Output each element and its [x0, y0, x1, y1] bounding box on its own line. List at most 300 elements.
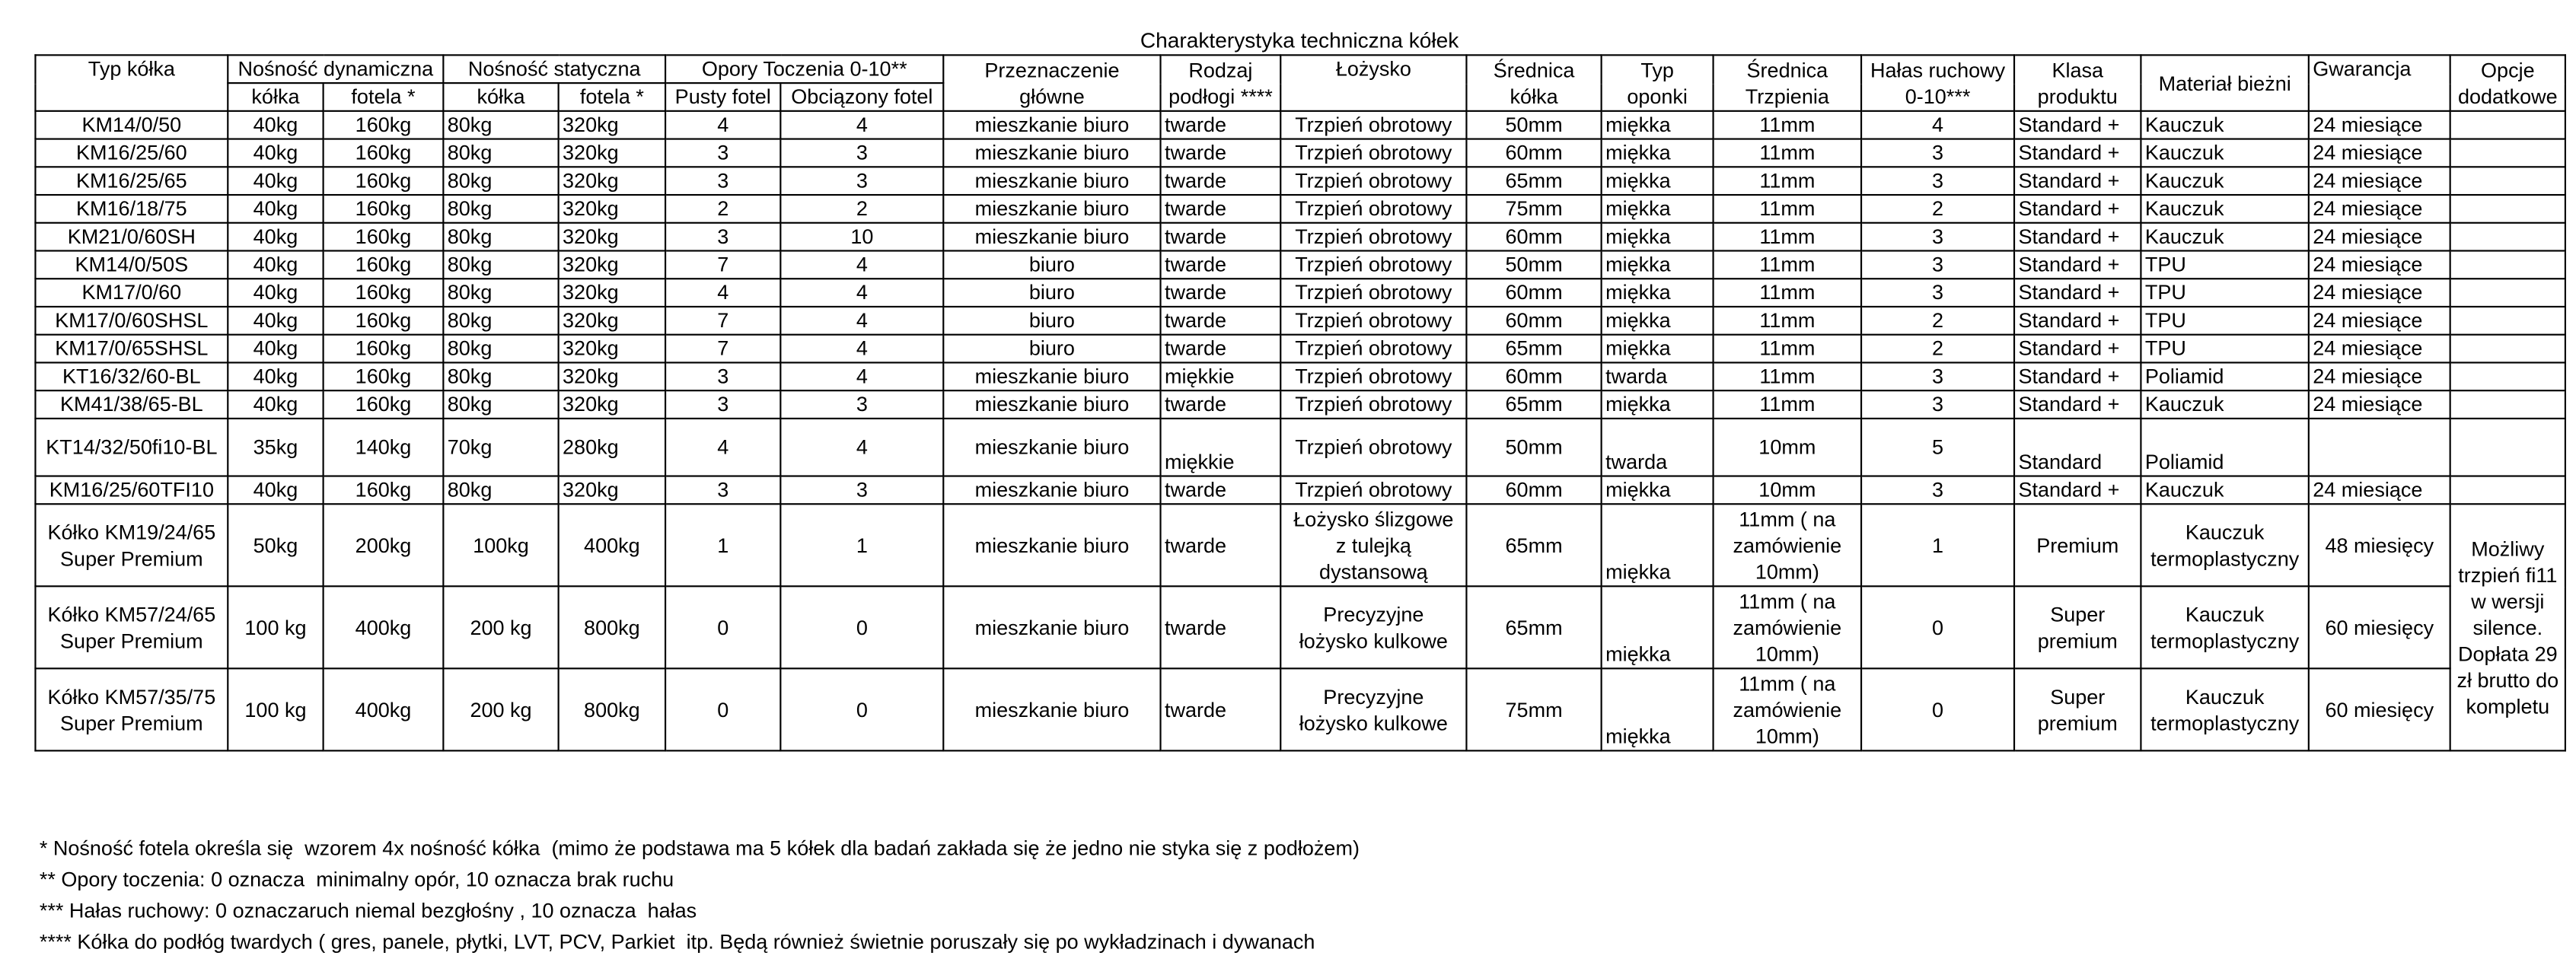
cell-pusty: 3	[665, 139, 780, 167]
header-przeznaczenie: Przeznaczenie główne	[943, 55, 1160, 110]
footnote: ** Opory toczenia: 0 oznacza minimalny opór, 10 oznacza brak ruchu	[39, 868, 674, 892]
cell-dyn-kolka: 40kg	[228, 390, 323, 419]
table-row	[35, 362, 2565, 390]
cell-klasa: Standard +	[2014, 111, 2141, 139]
cell-type: KM14/0/50S	[35, 251, 228, 279]
header-stat-fotela: fotela *	[559, 83, 665, 111]
cell-dyn-kolka: 40kg	[228, 167, 323, 195]
cell-srednica-trzpienia: 11mm	[1714, 307, 1861, 335]
cell-halas: 2	[1861, 307, 2014, 335]
cell-opcje	[2450, 223, 2565, 251]
cell-srednica-trzpienia: 11mm	[1714, 362, 1861, 390]
cell-rodzaj: twarde	[1161, 251, 1281, 279]
cell-type: KT16/32/60-BL	[35, 362, 228, 390]
cell-klasa: Standard +	[2014, 335, 2141, 363]
cell-rodzaj: twarde	[1161, 668, 1281, 750]
table-title: Charakterystyka techniczna kółek	[1140, 27, 1459, 53]
cell-stat-kolka: 200 kg	[443, 586, 558, 668]
cell-opcje	[2450, 390, 2565, 419]
cell-type: KT14/32/50fi10-BL	[35, 419, 228, 476]
cell-przeznaczenie: biuro	[943, 279, 1160, 307]
cell-pusty: 7	[665, 251, 780, 279]
table-row	[35, 390, 2565, 419]
cell-stat-kolka: 80kg	[443, 390, 558, 419]
cell-pusty: 3	[665, 390, 780, 419]
cell-klasa: Standard +	[2014, 139, 2141, 167]
cell-halas: 3	[1861, 167, 2014, 195]
header-srednica-trzpienia: Średnica Trzpienia	[1714, 55, 1861, 110]
cell-dyn-fotela: 160kg	[324, 195, 444, 223]
header-material: Materiał bieżni	[2141, 55, 2308, 110]
cell-rodzaj: twarde	[1161, 476, 1281, 505]
cell-material: Poliamid	[2141, 419, 2308, 476]
header-type: Typ kółka	[35, 55, 228, 110]
cell-srednica-trzpienia: 11mm ( na zamówienie 10mm)	[1714, 504, 1861, 586]
cell-srednica-trzpienia: 11mm	[1714, 279, 1861, 307]
cell-dyn-kolka: 100 kg	[228, 586, 323, 668]
cell-type: Kółko KM57/35/75 Super Premium	[35, 668, 228, 750]
cell-opcje	[2450, 335, 2565, 363]
cell-halas: 3	[1861, 476, 2014, 505]
footnotes	[40, 833, 1360, 958]
cell-srednica-kolka: 65mm	[1466, 167, 1601, 195]
table-row	[35, 476, 2565, 505]
cell-stat-kolka: 80kg	[443, 279, 558, 307]
cell-przeznaczenie: mieszkanie biuro	[943, 139, 1160, 167]
cell-material: Kauczuk	[2141, 139, 2308, 167]
cell-gwarancja: 24 miesiące	[2309, 223, 2450, 251]
cell-przeznaczenie: biuro	[943, 307, 1160, 335]
cell-stat-fotela: 320kg	[559, 307, 665, 335]
cell-stat-fotela: 400kg	[559, 504, 665, 586]
cell-type: Kółko KM19/24/65 Super Premium	[35, 504, 228, 586]
cell-stat-kolka: 80kg	[443, 362, 558, 390]
cell-srednica-kolka: 60mm	[1466, 223, 1601, 251]
cell-obciazony: 0	[780, 668, 943, 750]
cell-opcje	[2450, 195, 2565, 223]
cell-halas: 0	[1861, 668, 2014, 750]
cell-klasa: Standard +	[2014, 195, 2141, 223]
cell-gwarancja: 24 miesiące	[2309, 279, 2450, 307]
cell-srednica-kolka: 65mm	[1466, 335, 1601, 363]
cell-stat-fotela: 320kg	[559, 111, 665, 139]
cell-material: Kauczuk termoplastyczny	[2141, 504, 2308, 586]
cell-typ-oponki: miękka	[1602, 279, 1714, 307]
cell-obciazony: 4	[780, 419, 943, 476]
cell-typ-oponki: miękka	[1602, 195, 1714, 223]
cell-srednica-trzpienia: 10mm	[1714, 476, 1861, 505]
cell-typ-oponki: miękka	[1602, 476, 1714, 505]
cell-type: KM21/0/60SH	[35, 223, 228, 251]
cell-typ-oponki: miękka	[1602, 307, 1714, 335]
cell-rodzaj: twarde	[1161, 390, 1281, 419]
cell-srednica-trzpienia: 11mm	[1714, 139, 1861, 167]
cell-srednica-kolka: 65mm	[1466, 586, 1601, 668]
cell-dyn-kolka: 40kg	[228, 335, 323, 363]
cell-srednica-trzpienia: 11mm ( na zamówienie 10mm)	[1714, 668, 1861, 750]
cell-srednica-trzpienia: 11mm	[1714, 335, 1861, 363]
table-row	[35, 279, 2565, 307]
cell-stat-kolka: 80kg	[443, 167, 558, 195]
cell-halas: 3	[1861, 390, 2014, 419]
footnote: * Nośność fotela określa się wzorem 4x nośność kółka (mimo że podstawa ma 5 kółek dla badań zakłada się że jedno nie styka się z podłożem)	[39, 836, 1360, 861]
cell-dyn-kolka: 40kg	[228, 307, 323, 335]
cell-przeznaczenie: mieszkanie biuro	[943, 586, 1160, 668]
cell-obciazony: 4	[780, 251, 943, 279]
cell-dyn-fotela: 160kg	[324, 362, 444, 390]
header-typ-oponki: Typ oponki	[1602, 55, 1714, 110]
cell-obciazony: 4	[780, 279, 943, 307]
cell-halas: 5	[1861, 419, 2014, 476]
cell-lozysko: Trzpień obrotowy	[1280, 111, 1466, 139]
cell-pusty: 4	[665, 419, 780, 476]
cell-stat-kolka: 80kg	[443, 476, 558, 505]
table-row	[35, 419, 2565, 476]
cell-opcje	[2450, 139, 2565, 167]
cell-przeznaczenie: mieszkanie biuro	[943, 167, 1160, 195]
cell-stat-kolka: 80kg	[443, 335, 558, 363]
cell-dyn-kolka: 40kg	[228, 139, 323, 167]
cell-dyn-fotela: 160kg	[324, 167, 444, 195]
cell-srednica-kolka: 50mm	[1466, 251, 1601, 279]
cell-typ-oponki: miękka	[1602, 251, 1714, 279]
cell-type: KM16/25/65	[35, 167, 228, 195]
cell-pusty: 3	[665, 476, 780, 505]
cell-przeznaczenie: mieszkanie biuro	[943, 223, 1160, 251]
cell-material: Kauczuk termoplastyczny	[2141, 668, 2308, 750]
cell-material: TPU	[2141, 307, 2308, 335]
cell-srednica-trzpienia: 11mm	[1714, 195, 1861, 223]
cell-pusty: 2	[665, 195, 780, 223]
cell-srednica-kolka: 65mm	[1466, 504, 1601, 586]
cell-rodzaj: twarde	[1161, 504, 1281, 586]
cell-pusty: 3	[665, 362, 780, 390]
header-srednica-kolka: Średnica kółka	[1466, 55, 1601, 110]
cell-typ-oponki: miękka	[1602, 504, 1714, 586]
cell-dyn-fotela: 160kg	[324, 279, 444, 307]
cell-dyn-fotela: 160kg	[324, 307, 444, 335]
cell-obciazony: 4	[780, 362, 943, 390]
cell-srednica-trzpienia: 11mm	[1714, 111, 1861, 139]
cell-pusty: 0	[665, 668, 780, 750]
table-row	[35, 307, 2565, 335]
cell-typ-oponki: miękka	[1602, 111, 1714, 139]
cell-dyn-kolka: 40kg	[228, 223, 323, 251]
cell-stat-fotela: 800kg	[559, 586, 665, 668]
cell-lozysko: Trzpień obrotowy	[1280, 307, 1466, 335]
cell-przeznaczenie: mieszkanie biuro	[943, 195, 1160, 223]
cell-stat-fotela: 320kg	[559, 279, 665, 307]
cell-dyn-fotela: 160kg	[324, 476, 444, 505]
cell-pusty: 3	[665, 167, 780, 195]
cell-type: Kółko KM57/24/65 Super Premium	[35, 586, 228, 668]
cell-gwarancja: 24 miesiące	[2309, 195, 2450, 223]
cell-type: KM41/38/65-BL	[35, 390, 228, 419]
cell-gwarancja	[2309, 419, 2450, 476]
cell-klasa: Standard +	[2014, 251, 2141, 279]
cell-lozysko: Trzpień obrotowy	[1280, 476, 1466, 505]
cell-dyn-fotela: 200kg	[324, 504, 444, 586]
cell-rodzaj: twarde	[1161, 307, 1281, 335]
cell-srednica-trzpienia: 11mm	[1714, 223, 1861, 251]
cell-klasa: Standard +	[2014, 362, 2141, 390]
cell-typ-oponki: twarda	[1602, 362, 1714, 390]
header-row-1	[35, 55, 2565, 83]
cell-gwarancja: 24 miesiące	[2309, 476, 2450, 505]
cell-rodzaj: miękkie	[1161, 362, 1281, 390]
cell-rodzaj: twarde	[1161, 335, 1281, 363]
table-row	[35, 586, 2565, 668]
cell-gwarancja: 24 miesiące	[2309, 307, 2450, 335]
cell-obciazony: 4	[780, 307, 943, 335]
cell-srednica-kolka: 65mm	[1466, 390, 1601, 419]
cell-opcje	[2450, 419, 2565, 476]
cell-stat-fotela: 320kg	[559, 167, 665, 195]
cell-type: KM16/25/60	[35, 139, 228, 167]
cell-stat-fotela: 320kg	[559, 476, 665, 505]
cell-pusty: 3	[665, 223, 780, 251]
cell-lozysko: Trzpień obrotowy	[1280, 390, 1466, 419]
cell-srednica-kolka: 50mm	[1466, 419, 1601, 476]
cell-obciazony: 0	[780, 586, 943, 668]
cell-material: TPU	[2141, 279, 2308, 307]
cell-stat-fotela: 320kg	[559, 362, 665, 390]
cell-stat-fotela: 320kg	[559, 390, 665, 419]
cell-srednica-trzpienia: 11mm	[1714, 167, 1861, 195]
cell-gwarancja: 24 miesiące	[2309, 251, 2450, 279]
cell-dyn-fotela: 160kg	[324, 223, 444, 251]
cell-typ-oponki: miękka	[1602, 167, 1714, 195]
cell-gwarancja: 24 miesiące	[2309, 111, 2450, 139]
cell-typ-oponki: miękka	[1602, 139, 1714, 167]
cell-srednica-trzpienia: 11mm	[1714, 251, 1861, 279]
header-stat-kolka: kółka	[443, 83, 558, 111]
footnote: **** Kółka do podłóg twardych ( gres, panele, płytki, LVT, PCV, Parkiet itp. Będą również świetnie poruszały się po wykładzinach i dywanach	[39, 930, 1315, 954]
cell-stat-fotela: 320kg	[559, 335, 665, 363]
header-dyn-fotela: fotela *	[324, 83, 444, 111]
cell-dyn-kolka: 40kg	[228, 362, 323, 390]
cell-typ-oponki: miękka	[1602, 586, 1714, 668]
cell-opcje	[2450, 251, 2565, 279]
cell-srednica-trzpienia: 10mm	[1714, 419, 1861, 476]
cell-przeznaczenie: mieszkanie biuro	[943, 476, 1160, 505]
cell-gwarancja: 24 miesiące	[2309, 390, 2450, 419]
cell-obciazony: 4	[780, 335, 943, 363]
cell-klasa: Standard	[2014, 419, 2141, 476]
header-dyn-kolka: kółka	[228, 83, 323, 111]
cell-type: KM17/0/60SHSL	[35, 307, 228, 335]
cell-halas: 3	[1861, 139, 2014, 167]
cell-dyn-kolka: 40kg	[228, 111, 323, 139]
cell-stat-fotela: 320kg	[559, 223, 665, 251]
header-pusty: Pusty fotel	[665, 83, 780, 111]
header-opcje: Opcje dodatkowe	[2450, 55, 2565, 110]
cell-opcje	[2450, 279, 2565, 307]
cell-gwarancja: 60 miesięcy	[2309, 668, 2450, 750]
cell-stat-kolka: 80kg	[443, 111, 558, 139]
cell-material: TPU	[2141, 251, 2308, 279]
header-stat: Nośność statyczna	[443, 55, 665, 83]
cell-gwarancja: 48 miesięcy	[2309, 504, 2450, 586]
table-row	[35, 139, 2565, 167]
cell-klasa: Standard +	[2014, 476, 2141, 505]
cell-klasa: Standard +	[2014, 223, 2141, 251]
cell-lozysko: Precyzyjne łożysko kulkowe	[1280, 668, 1466, 750]
cell-type: KM17/0/60	[35, 279, 228, 307]
cell-gwarancja: 24 miesiące	[2309, 167, 2450, 195]
cell-lozysko: Trzpień obrotowy	[1280, 279, 1466, 307]
cell-srednica-kolka: 75mm	[1466, 668, 1601, 750]
cell-stat-kolka: 100kg	[443, 504, 558, 586]
cell-halas: 2	[1861, 195, 2014, 223]
cell-przeznaczenie: biuro	[943, 251, 1160, 279]
cell-material: Kauczuk	[2141, 111, 2308, 139]
cell-lozysko: Trzpień obrotowy	[1280, 223, 1466, 251]
cell-halas: 3	[1861, 279, 2014, 307]
cell-dyn-kolka: 50kg	[228, 504, 323, 586]
cell-halas: 4	[1861, 111, 2014, 139]
cell-srednica-kolka: 75mm	[1466, 195, 1601, 223]
cell-przeznaczenie: mieszkanie biuro	[943, 111, 1160, 139]
table-row	[35, 504, 2565, 586]
cell-obciazony: 1	[780, 504, 943, 586]
cell-material: Kauczuk termoplastyczny	[2141, 586, 2308, 668]
cell-material: Kauczuk	[2141, 167, 2308, 195]
cell-gwarancja: 24 miesiące	[2309, 139, 2450, 167]
cell-opcje	[2450, 167, 2565, 195]
cell-material: Kauczuk	[2141, 195, 2308, 223]
cell-srednica-trzpienia: 11mm ( na zamówienie 10mm)	[1714, 586, 1861, 668]
cell-obciazony: 4	[780, 111, 943, 139]
cell-lozysko: Trzpień obrotowy	[1280, 139, 1466, 167]
cell-klasa: Super premium	[2014, 586, 2141, 668]
cell-typ-oponki: miękka	[1602, 668, 1714, 750]
cell-rodzaj: twarde	[1161, 195, 1281, 223]
cell-material: TPU	[2141, 335, 2308, 363]
cell-stat-fotela: 320kg	[559, 251, 665, 279]
cell-dyn-kolka: 40kg	[228, 476, 323, 505]
cell-srednica-kolka: 60mm	[1466, 139, 1601, 167]
cell-srednica-kolka: 60mm	[1466, 362, 1601, 390]
cell-halas: 1	[1861, 504, 2014, 586]
cell-lozysko: Precyzyjne łożysko kulkowe	[1280, 586, 1466, 668]
cell-typ-oponki: twarda	[1602, 419, 1714, 476]
cell-gwarancja: 24 miesiące	[2309, 335, 2450, 363]
cell-dyn-kolka: 40kg	[228, 251, 323, 279]
cell-halas: 0	[1861, 586, 2014, 668]
cell-stat-fotela: 280kg	[559, 419, 665, 476]
cell-stat-kolka: 80kg	[443, 195, 558, 223]
caster-spec-table	[34, 54, 2566, 751]
cell-przeznaczenie: mieszkanie biuro	[943, 668, 1160, 750]
cell-rodzaj: twarde	[1161, 586, 1281, 668]
cell-halas: 3	[1861, 223, 2014, 251]
cell-material: Kauczuk	[2141, 223, 2308, 251]
cell-srednica-kolka: 60mm	[1466, 307, 1601, 335]
cell-klasa: Standard +	[2014, 390, 2141, 419]
cell-opcje	[2450, 362, 2565, 390]
cell-rodzaj: miękkie	[1161, 419, 1281, 476]
table-row	[35, 335, 2565, 363]
cell-lozysko: Trzpień obrotowy	[1280, 167, 1466, 195]
cell-stat-kolka: 80kg	[443, 139, 558, 167]
cell-lozysko: Trzpień obrotowy	[1280, 195, 1466, 223]
cell-dyn-fotela: 400kg	[324, 586, 444, 668]
cell-dyn-fotela: 160kg	[324, 251, 444, 279]
cell-dyn-kolka: 100 kg	[228, 668, 323, 750]
cell-klasa: Standard +	[2014, 167, 2141, 195]
header-dyn: Nośność dynamiczna	[228, 55, 443, 83]
cell-rodzaj: twarde	[1161, 167, 1281, 195]
cell-obciazony: 10	[780, 223, 943, 251]
cell-klasa: Super premium	[2014, 668, 2141, 750]
cell-obciazony: 2	[780, 195, 943, 223]
cell-stat-fotela: 320kg	[559, 139, 665, 167]
cell-stat-fotela: 800kg	[559, 668, 665, 750]
cell-dyn-fotela: 160kg	[324, 139, 444, 167]
header-klasa: Klasa produktu	[2014, 55, 2141, 110]
cell-klasa: Standard +	[2014, 279, 2141, 307]
cell-srednica-kolka: 50mm	[1466, 111, 1601, 139]
cell-halas: 3	[1861, 362, 2014, 390]
header-opory: Opory Toczenia 0-10**	[665, 55, 943, 83]
cell-lozysko: Trzpień obrotowy	[1280, 251, 1466, 279]
cell-stat-fotela: 320kg	[559, 195, 665, 223]
cell-lozysko: Trzpień obrotowy	[1280, 419, 1466, 476]
footnote: *** Hałas ruchowy: 0 oznaczaruch niemal bezgłośny , 10 oznacza hałas	[39, 899, 697, 923]
cell-obciazony: 3	[780, 390, 943, 419]
cell-przeznaczenie: mieszkanie biuro	[943, 390, 1160, 419]
cell-typ-oponki: miękka	[1602, 335, 1714, 363]
cell-lozysko: Trzpień obrotowy	[1280, 362, 1466, 390]
header-rodzaj: Rodzaj podłogi ****	[1161, 55, 1281, 110]
cell-srednica-trzpienia: 11mm	[1714, 390, 1861, 419]
cell-opcje	[2450, 307, 2565, 335]
cell-material: Poliamid	[2141, 362, 2308, 390]
cell-stat-kolka: 80kg	[443, 251, 558, 279]
cell-dyn-fotela: 400kg	[324, 668, 444, 750]
cell-dyn-fotela: 160kg	[324, 335, 444, 363]
cell-dyn-kolka: 35kg	[228, 419, 323, 476]
cell-dyn-fotela: 140kg	[324, 419, 444, 476]
header-lozysko: Łożysko	[1280, 55, 1466, 110]
cell-opcje: Możliwy trzpień fi11 w wersji silence. Dopłata 29 zł brutto do kompletu	[2450, 504, 2565, 750]
cell-material: Kauczuk	[2141, 476, 2308, 505]
cell-srednica-kolka: 60mm	[1466, 279, 1601, 307]
cell-halas: 2	[1861, 335, 2014, 363]
cell-pusty: 4	[665, 279, 780, 307]
header-halas: Hałas ruchowy 0-10***	[1861, 55, 2014, 110]
cell-type: KM14/0/50	[35, 111, 228, 139]
cell-srednica-kolka: 60mm	[1466, 476, 1601, 505]
cell-type: KM16/18/75	[35, 195, 228, 223]
cell-rodzaj: twarde	[1161, 139, 1281, 167]
cell-dyn-kolka: 40kg	[228, 279, 323, 307]
cell-obciazony: 3	[780, 167, 943, 195]
cell-rodzaj: twarde	[1161, 279, 1281, 307]
cell-type: KM17/0/65SHSL	[35, 335, 228, 363]
table-row	[35, 195, 2565, 223]
header-gwarancja: Gwarancja	[2309, 55, 2450, 110]
cell-klasa: Standard +	[2014, 307, 2141, 335]
cell-gwarancja: 24 miesiące	[2309, 362, 2450, 390]
cell-stat-kolka: 200 kg	[443, 668, 558, 750]
cell-opcje	[2450, 476, 2565, 505]
cell-przeznaczenie: biuro	[943, 335, 1160, 363]
cell-pusty: 4	[665, 111, 780, 139]
cell-typ-oponki: miękka	[1602, 223, 1714, 251]
cell-stat-kolka: 70kg	[443, 419, 558, 476]
